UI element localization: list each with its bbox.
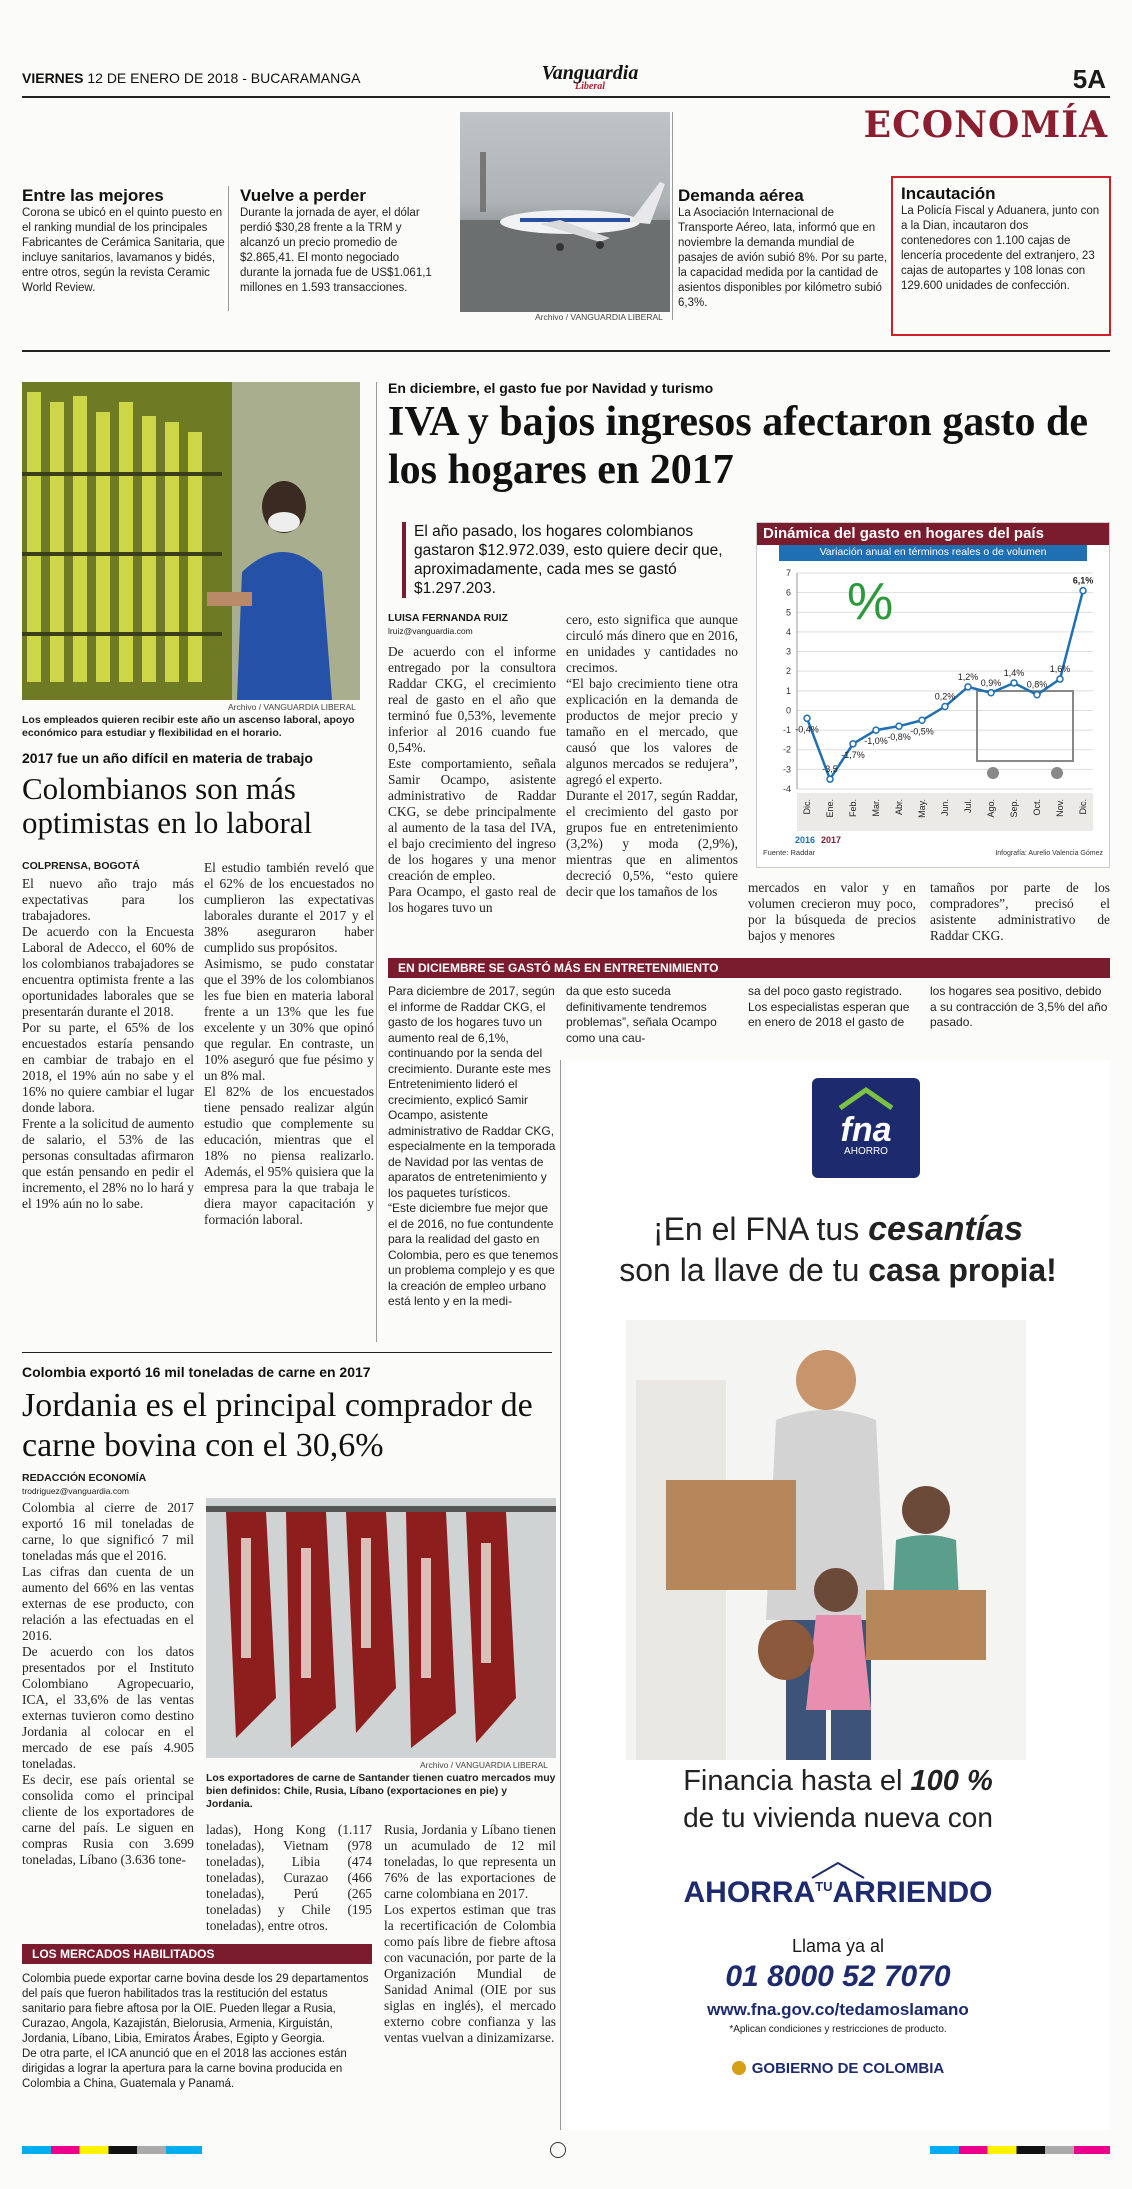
meat-photo [206,1498,556,1758]
carne-col-1: Colombia al cierre de 2017 exportó 16 mil toneladas de carne, lo que significó 7 mil toneladas más que el 2016. Las cifras dan cuenta de un aumento del 66% en las ventas externas de ese producto, con relación a las efectuadas en el 2016. De acuerdo con los datos presentados por el Instituto Colombiano Agropecuario, ICA, el 33,6% de las ventas externas tuvieron como destino Jordania al colocar en el mercado de ese país 4.905 toneladas. Es decir, ese país oriental se consolida como el principal cliente de los exportadores de carne del país. Le siguen en compras Rusia con 3.699 toneladas, Líbano (3.636 tone- [22,1500,194,1867]
fna-ad [566,1060,1110,2130]
y-tick-label: 3 [785,646,791,657]
article-lead: El año pasado, los hogares colombianos gastaron $12.972.039, esto quiere decir que, aproximadamente, cada mes se gastó $1.297.203. [402,522,752,598]
x-tick-label: Feb. [848,799,858,818]
data-point [1034,692,1040,698]
iva-col-2: cero, esto significa que aunque circuló más dinero que en 2016, en unidades y cantidades no crecimos. “El bajo crecimiento tiene otra explicación en la demanda de productos de mejor precio y tamaño en el mercado, que causó que los valores de algunos mercados se redujera”, agregó el experto. Durante el 2017, según Raddar, el crecimiento del gasto por grupos fue en entretenimiento (3,2%) y moda (2,9%), mientras que en alimentos decreció 0,5%, “esto quiere decir que los tamaños de los [566,612,738,899]
airplane-icon [460,112,670,312]
data-label: 0,9% [980,677,1002,688]
cart-wheel-icon [987,767,999,779]
byline-email: trodriguez@vanguardia.com [22,1486,129,1496]
x-tick-label: Ene. [825,799,835,818]
data-label: -0,5% [910,726,934,737]
ad-finance-1: Financia hasta el 100 % [683,1765,993,1797]
entret-col-1: Para diciembre de 2017, según el informe de Raddar CKG, el gasto de los hogares tuvo un aumento real de 6,1%, continuando por la senda del crecimiento. Durante este mes Entretenimiento lideró el crecimiento, explicó Samir Ocampo, asistente administrativo de Raddar CKG, especialmente en la temporada de Navidad por las ventas de aparatos de entretenimiento y los paquetes turísticos. “Este diciembre fue mejor que el de 2016, no fue contundente para la realidad del gasto en Colombia, pero es que tenemos un problema complejo y es que la creación de empleo urbano está lento y en la medi- [388,984,559,1308]
y-tick-label: 6 [785,587,791,598]
data-point [827,776,833,782]
color-bar-right [930,2146,1110,2154]
photo-credit: Archivo / VANGUARDIA LIBERAL [228,702,356,712]
photo-caption: Los empleados quieren recibir este año un ascenso laboral, apoyo económico para estudiar y flexibilidad en el horario. [22,714,355,739]
divider [22,1352,552,1353]
family-photo [626,1320,1026,1760]
x-tick-label: Jul. [963,799,973,814]
data-label: 0,2% [934,691,956,702]
divider [376,382,377,1342]
photo-credit: Archivo / VANGUARDIA LIBERAL [420,1760,548,1770]
data-point [1057,676,1063,682]
brief-text: La Policía Fiscal y Aduanera, junto con a la Dian, incautaron dos contenedores con 1.100 cajas de lencería procedente del extranjero, 23 cajas de autopartes y 108 lonas con 129.600 unidades de confección. [901,205,1100,292]
data-point [1080,588,1086,594]
brief-2 [240,186,440,296]
iva-col-3: mercados en valor y en volumen crecieron muy poco, por la búsqueda de precios bajos y menores [748,880,916,943]
plane-photo [460,112,670,312]
entret-col-3: sa del poco gasto registrado. Los especialistas esperan que en enero de 2018 el gasto de [748,984,910,1029]
photo-credit: Archivo / VANGUARDIA LIBERAL [535,312,663,322]
laboral-col-1: El nuevo año trajo más expectativas para los trabajadores. De acuerdo con la Encuesta Laboral de Adecco, el 60% de los colombianos trabajadores se encuentra optimista frente a las oportunidades laborales que se presentarán durante el 2018. Por su parte, el 65% de los encuestados estaría pensando en cambiar de trabajo en el 2018, el 19% aún no sabe y el 16% no quiere cambiar el lugar donde labora. Frente a la solicitud de aumento de salario, el 53% de las personas consultadas afirmaron que están pensando en pedir el incremento, el 28% no lo hará y el 19% aún no lo sabe. [22,876,194,1211]
year-label: 2016 [795,835,816,845]
divider [672,112,673,320]
chart-box [756,522,1110,868]
ad-headline-1: ¡En el FNA tus cesantías [652,1210,1024,1248]
data-point [896,723,902,729]
x-tick-label: Nov. [1055,799,1065,817]
chart-title: Dinámica del gasto en hogares del país [757,523,1109,545]
chart-subtitle: Variación anual en términos reales o de volumen [779,545,1087,561]
brief-text: Durante la jornada de ayer, el dólar perdió $30,28 frente a la TRM y alcanzó un precio promedio de $2.865,41. El monto negociado durante la jornada fue de US$1.061,1 millones en 1.593 transacciones. [240,207,432,294]
chart-plot [757,561,1109,867]
entret-col-2: da que esto suceda definitivamente tendremos problemas”, señala Ocampo como una cau- [566,984,717,1044]
x-tick-label: Jun. [940,799,950,817]
brief-title: Vuelve a perder [240,186,366,205]
fna-logo: fna AHORRO [812,1078,920,1178]
y-tick-label: -3 [782,764,791,775]
carne-col-2: ladas), Hong Kong (1.117 toneladas), Vietnam (978 toneladas), Libia (474 toneladas), Curazao (466 toneladas), Perú (265 toneladas) y Chile (195 toneladas), entre otros. [206,1822,372,1933]
percent-symbol: % [847,573,894,631]
y-tick-label: -1 [782,725,791,736]
mercados-box: Colombia puede exportar carne bovina desde los 29 departamentos del país que fueron habilitados tras la restitución del estatus sanitario para fiebre aftosa por la OIE. Pueden llegar a Rusia, Curazao, Angola, Kazajistán, Bielorusia, Armenia, Kirguistán, Jordania, Líbano, Libia, Emiratos Árabes, Egipto y Georgia. De otra parte, el ICA anunció que en el 2018 las acciones están dirigidas a lograr la apertura para la carne bovina producida en Colombia a China, Guatemala y Panamá. [22,1973,369,2090]
header-day: VIERNES [22,70,84,86]
article-kicker: En diciembre, el gasto fue por Navidad y turismo [388,380,714,396]
cart-icon [977,691,1073,761]
byline-email: lruiz@vanguardia.com [388,626,473,636]
y-tick-label: -4 [782,784,791,794]
chart-source: Fuente: Raddar [763,848,816,857]
article-headline: Jordania es el principal comprador de carne bovina con el 30,6% [22,1387,533,1464]
brief-4 [891,176,1111,336]
ad-url[interactable]: www.fna.gov.co/tedamoslamano [707,2000,969,2019]
byline: REDACCIÓN ECONOMÍA [22,1472,147,1484]
data-point [942,704,948,710]
article-kicker: Colombia exportó 16 mil toneladas de carne en 2017 [22,1364,371,1380]
brief-title: Incautación [901,184,996,203]
y-tick-label: 4 [785,626,791,637]
data-label: 1,4% [1003,667,1025,678]
masthead-logo-sub: Liberal [575,81,605,92]
header-dateline [22,70,360,86]
data-label: -0,4% [795,724,819,735]
y-tick-label: 7 [785,568,791,578]
iva-col-4: tamaños por parte de los compradores”, precisó el asistente administrativo de Raddar CKG. [930,880,1110,943]
brief-title: Entre las mejores [22,186,164,205]
data-point [873,727,879,733]
divider [560,1060,561,2130]
data-label: 1,6% [1049,664,1071,675]
data-label: -1,0% [864,736,888,747]
data-label: -0,8% [887,732,911,743]
section-title: ECONOMÍA [863,104,1108,146]
page-number: 5A [1072,64,1106,94]
seal-icon [732,2061,746,2075]
brief-title: Demanda aérea [678,186,804,205]
y-tick-label: 2 [785,666,791,677]
data-point [919,717,925,723]
ad-headline-2: son la llave de tu casa propia! [619,1252,1057,1288]
year-label: 2017 [821,835,842,845]
header-rule [22,96,1110,98]
ad-phone[interactable]: 01 8000 52 7070 [725,1960,951,1993]
divider [228,186,229,311]
x-tick-label: Dic. [802,799,812,815]
brief-text: Corona se ubicó en el quinto puesto en el ranking mundial de los principales Fabricantes de Cerámica Sanitaria, que incluye sanitarios, lavamanos y bidés, entre otros, según la revista Ceramic World Review. [22,207,225,294]
carne-col-3: Rusia, Jordania y Líbano tienen un acumulado de 12 mil toneladas, lo que representa un 76% de las exportaciones de carne colombiana en 2017. Los expertos estiman que tras la recertificación de Colombia como país libre de fiebre aftosa con vacunación, por parte de la Organización Mundial de Sanidad Animal (OIE por sus siglas en inglés), el mercado externo cobre confianza y las ventas vuelvan a dinizamizarse. [384,1822,556,2045]
article-kicker: 2017 fue un año difícil en materia de trabajo [22,750,313,766]
data-point [1011,680,1017,686]
y-tick-label: -2 [782,744,791,755]
y-tick-label: 5 [785,607,791,618]
entret-col-4: los hogares sea positivo, debido a su contracción de 3,5% del año pasado. [930,984,1108,1029]
brief-1 [22,186,232,296]
byline: LUISA FERNANDA RUIZ [388,612,508,624]
data-label: -1,7% [841,749,865,760]
ahorra-arriendo-logo: $AHORRA^{TU}ARRIENDO$ [566,1860,1110,1910]
data-point [804,715,810,721]
y-tick-label: 0 [785,705,791,716]
data-label: 1,2% [957,671,979,682]
data-label: -3,5 [822,764,838,775]
x-tick-label: Abr. [894,799,904,816]
section-bar: EN DICIEMBRE SE GASTÓ MÁS EN ENTRETENIMIENTO [388,958,1110,978]
byline: COLPRENSA, BOGOTÁ [22,860,140,872]
textile-factory-image [22,382,360,700]
data-label: 6,1% [1072,575,1094,586]
article-headline: Colombianos son más optimistas en lo laboral [22,771,313,840]
ad-call: Llama ya al [791,1936,885,1956]
data-point [965,684,971,690]
ad-finance-2: de tu vivienda nueva con [683,1802,993,1833]
photo-caption: Los exportadores de carne de Santander tienen cuatro mercados muy bien definidos: Chile, Rusia, Líbano (exportaciones en pie) y Jordania. [206,1772,556,1810]
masthead-logo: Vanguardia Liberal [530,62,650,92]
x-tick-label: Oct. [1032,799,1042,816]
cart-wheel-icon [1051,767,1063,779]
chart-credit: Infografía: Aurelio Valencia Gómez [995,850,1103,857]
registration-mark-icon [550,2142,566,2158]
gov-logo: GOBIERNO DE COLOMBIA [566,2060,1110,2077]
header-date: 12 DE ENERO DE 2018 - BUCARAMANGA [87,70,361,86]
iva-col-1: De acuerdo con el informe entregado por la consultora Raddar CKG, el crecimiento real de gasto en el año que terminó fue 0,53%, levemente inferior al 2016 cuando fue 0,54%. Este comportamiento, señala Samir Ocampo, asistente administrativo de Raddar CKG, se debe principalmente al aumento de la tasa del IVA, el bajo crecimiento del ingreso de los hogares y una menor creación de empleo. Para Ocampo, el gasto real de los hogares tuvo un [388,644,556,915]
brief-3 [678,186,888,311]
color-bar-left [22,2146,202,2154]
ad-disclaimer: *Aplican condiciones y restricciones de producto. [729,2024,947,2035]
textile-photo [22,382,360,700]
section-rule [22,350,1110,352]
article-headline: IVA y bajos ingresos afectaron gasto de los hogares en 2017 [388,399,1089,493]
meat-carcasses-image [206,1498,556,1758]
section-bar: LOS MERCADOS HABILITADOS [22,1944,372,1964]
y-tick-label: 1 [785,685,791,696]
data-point [988,690,994,696]
laboral-col-2: El estudio también reveló que el 62% de los encuestados no cumplieron las expectativas laborales durante el 2017 y el 38% aseguraron haber cumplido sus propósitos. Asimismo, se pudo constatar que el 39% de los colombianos les fue bien en materia laboral frente a un 13% que les fue excelente y un 30% que opinó que regular. En contraste, un 10% aseguró que fue pésimo y un 8% mal. El 82% de los encuestados tiene pensado realizar algún estudio que complemente su educación, mientras que el 18% no piensa realizarlo. Además, el 95% quisiera que la empresa para la que trabaja le diera mayor capacitación y formación laboral. [204,860,374,1227]
x-tick-label: May. [917,799,927,818]
house-roof-icon [836,1086,896,1110]
data-label: 0,8% [1026,679,1048,690]
brief-text: La Asociación Internacional de Transporte Aéreo, Iata, informó que en noviembre la demanda mundial de pasajes de avión subió 8%. Por su parte, la capacidad medida por la cantidad de asientos disponibles por kilómetro subió 6,3%. [678,207,888,309]
x-tick-label: Ago. [986,799,996,818]
data-point [850,741,856,747]
x-tick-label: Dic. [1078,799,1088,815]
x-tick-label: Sep. [1009,799,1019,818]
x-tick-label: Mar. [871,799,881,817]
